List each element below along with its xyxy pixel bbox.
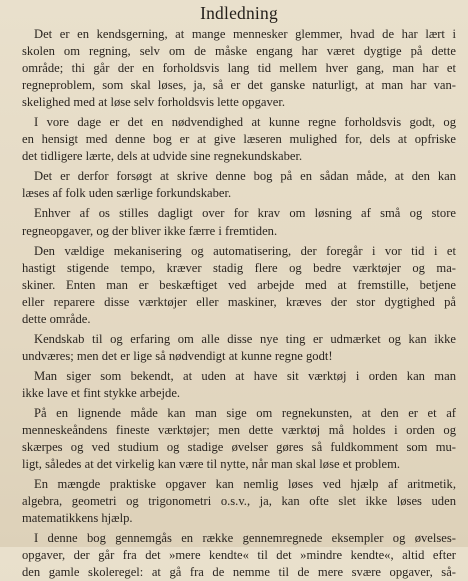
text-line: det tidligere lærte, dels at udvide sine regnekundskaber. [22,149,303,164]
text-line: Man siger som bekendt, at uden at have sit værktøj i orden kan man [34,368,456,383]
text-line: en hensigt med denne bog er at give læseren mulighed for, dels at opfriske [22,132,456,147]
paragraph [22,26,456,111]
text-line: regneopgaver, og der bliver ikke færre i fremtiden. [22,223,278,238]
text-line: I vore dage er det en nødvendighed at kunne regne forholdsvis godt, og [34,115,456,130]
text-line: skelighed med at løse selv forholdsvis lette opgaver. [22,95,286,110]
paragraph [22,476,456,527]
body-text [22,26,456,581]
paragraph [22,368,456,402]
text-line: menneskeåndens fineste værktøjer; men dette værktøj må holdes i orden og [22,423,456,438]
text-line: eller reparere disse værktøjer eller maskiner, kræves der stor dygtighed på [22,294,456,309]
text-line: skærpes og ved studium og stadige øvelser gøres så fuldkomment som mu- [22,440,456,455]
text-line: ligt, således at det virkelig kan være til nytte, når man skal løse et problem. [22,457,401,472]
text-line: matematikkens hjælp. [22,511,133,526]
paragraph [22,114,456,165]
text-line: Det er derfor forsøgt at skrive denne bog på en sådan måde, at den kan [34,169,456,184]
text-line: læses af folk uden særlige forkundskaber. [22,186,232,201]
text-line: Den vældige mekanisering og automatisering, der foregår i vor tid i et [34,243,456,258]
text-line: den gamle skoleregel: at gå fra de nemme til de mere svære opgaver, så- [22,565,456,580]
text-line: Kendskab til og erfaring om alle disse nye ting er udmærket og kan ikke [34,331,456,346]
text-line: hastigt stigende tempo, kræver stadig flere og bedre værktøjer og ma- [22,260,456,275]
text-line: En mængde praktiske opgaver kan nemlig løses ved hjælp af aritmetik, [34,477,456,492]
text-line: skolen om regning, selv om de måske engang har været dygtige på dette [22,44,456,59]
text-line: Det er en kendsgerning, at mange mennesker glemmer, hvad de har lært i [34,27,456,41]
text-line: undværes; men det er lige så nødvendigt at kunne regne godt! [22,348,333,363]
text-line: I denne bog gennemgås en række gennemregnede eksempler og øvelses- [34,531,456,546]
paragraph [22,331,456,365]
text-line: område; thi går der en forholdsvis lang tid mellem hver gang, man har et [22,61,456,76]
text-line: skiner. Enten man er beskæftiget ved arbejde med at fremstille, betjene [22,277,456,292]
chapter-title: Indledning [200,3,278,23]
paragraph [22,168,456,202]
text-line: opgaver, der går fra det »mere kendte« til det »mindre kendte«, altid efter [22,548,456,563]
text-line: Enhver af os stilles dagligt over for krav om løsning af små og store [34,206,456,221]
paragraph [22,530,456,581]
paragraph [22,243,456,328]
paragraph [22,205,456,239]
text-line: algebra, geometri og trigonometri o.s.v., ja, kan ofte slet ikke løses uden [22,494,456,509]
text-line: På en lignende måde kan man sige om regnekunsten, at den er et af [34,405,456,420]
text-line: regneproblem, som skal løses, ja, så er det ganske naturligt, at man har van- [22,78,456,93]
text-line: ikke lave et fint stykke arbejde. [22,385,181,400]
text-line: dette område. [22,311,91,326]
paragraph [22,405,456,473]
